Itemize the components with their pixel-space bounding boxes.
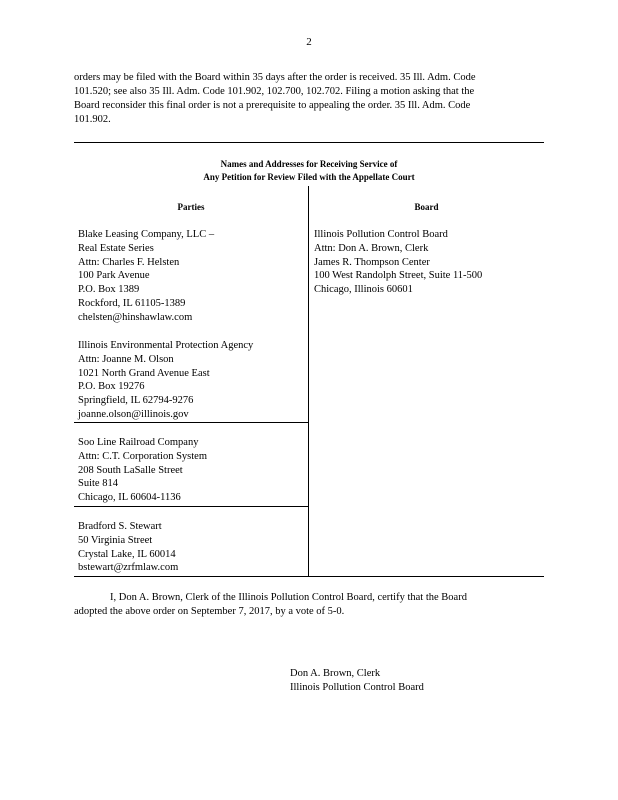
- party-line: Real Estate Series: [78, 242, 154, 254]
- party-line: Chicago, IL 60604-1136: [78, 492, 181, 504]
- intro-line: 101.902.: [74, 114, 111, 125]
- table-top-rule: [74, 142, 544, 143]
- party-email-link[interactable]: joanne.olson@illinois.gov: [78, 408, 189, 420]
- intro-line: orders may be filed with the Board within 35 days after the order is received. 35 Ill. Adm. Code: [74, 72, 476, 83]
- party-line: P.O. Box 19276: [78, 381, 145, 393]
- party-line: Soo Line Railroad Company: [78, 437, 199, 448]
- party-line: 50 Virginia Street: [78, 534, 153, 546]
- party-line: P.O. Box 1389: [78, 284, 140, 296]
- table-heading-line: Names and Addresses for Receiving Service of: [220, 159, 398, 169]
- party-line: Suite 814: [78, 478, 118, 490]
- party-line: Illinois Environmental Protection Agency: [78, 340, 254, 351]
- party-block: [78, 520, 178, 575]
- table-bottom-rule: [74, 576, 544, 577]
- page-number: 2: [306, 36, 312, 48]
- row-divider: [74, 506, 308, 507]
- party-line: Attn: Joanne M. Olson: [78, 353, 174, 365]
- party-block: [78, 228, 214, 325]
- intro-line: 101.520; see also 35 Ill. Adm. Code 101.902, 102.700, 102.702. Filing a motion asking that the: [74, 86, 475, 97]
- signature-org: Illinois Pollution Control Board: [290, 682, 424, 693]
- table-heading: [74, 158, 544, 184]
- certification-paragraph: [74, 591, 532, 619]
- signature-name: Don A. Brown, Clerk: [290, 668, 381, 679]
- party-line: Blake Leasing Company, LLC –: [78, 229, 215, 240]
- party-line: Attn: C.T. Corporation System: [78, 450, 208, 462]
- board-line: Chicago, Illinois 60601: [314, 284, 413, 296]
- column-header-board: Board: [414, 202, 439, 212]
- party-email-link[interactable]: chelsten@hinshawlaw.com: [78, 311, 193, 323]
- board-line: 100 West Randolph Street, Suite 11-500: [314, 270, 483, 282]
- party-block: [78, 339, 253, 422]
- board-line: Illinois Pollution Control Board: [314, 229, 448, 240]
- certification-line: adopted the above order on September 7, 2017, by a vote of 5-0.: [74, 606, 345, 617]
- party-line: 208 South LaSalle Street: [78, 464, 183, 476]
- party-line: Bradford S. Stewart: [78, 521, 162, 532]
- row-divider: [74, 422, 308, 423]
- intro-paragraph: [74, 71, 532, 127]
- certification-line: I, Don A. Brown, Clerk of the Illinois Pollution Control Board, certify that the Board: [110, 592, 467, 603]
- board-line: James R. Thompson Center: [314, 256, 430, 268]
- table-column-divider: [308, 186, 309, 576]
- party-line: Attn: Charles F. Helsten: [78, 256, 180, 268]
- intro-line: Board reconsider this final order is not a prerequisite to appealing the order. 35 Ill. Adm. Code: [74, 100, 471, 111]
- board-line: Attn: Don A. Brown, Clerk: [314, 242, 429, 254]
- party-line: Rockford, IL 61105-1389: [78, 297, 186, 309]
- column-header-parties: Parties: [177, 202, 205, 212]
- signature-block: [290, 667, 424, 695]
- party-line: Crystal Lake, IL 60014: [78, 548, 176, 560]
- party-line: 1021 North Grand Avenue East: [78, 367, 210, 379]
- party-line: Springfield, IL 62794-9276: [78, 395, 194, 407]
- party-line: 100 Park Avenue: [78, 270, 150, 282]
- party-email-link[interactable]: bstewart@zrfmlaw.com: [78, 562, 179, 574]
- table-heading-line: Any Petition for Review Filed with the Appellate Court: [203, 172, 415, 182]
- board-address-block: [314, 228, 482, 297]
- party-block: [78, 436, 207, 505]
